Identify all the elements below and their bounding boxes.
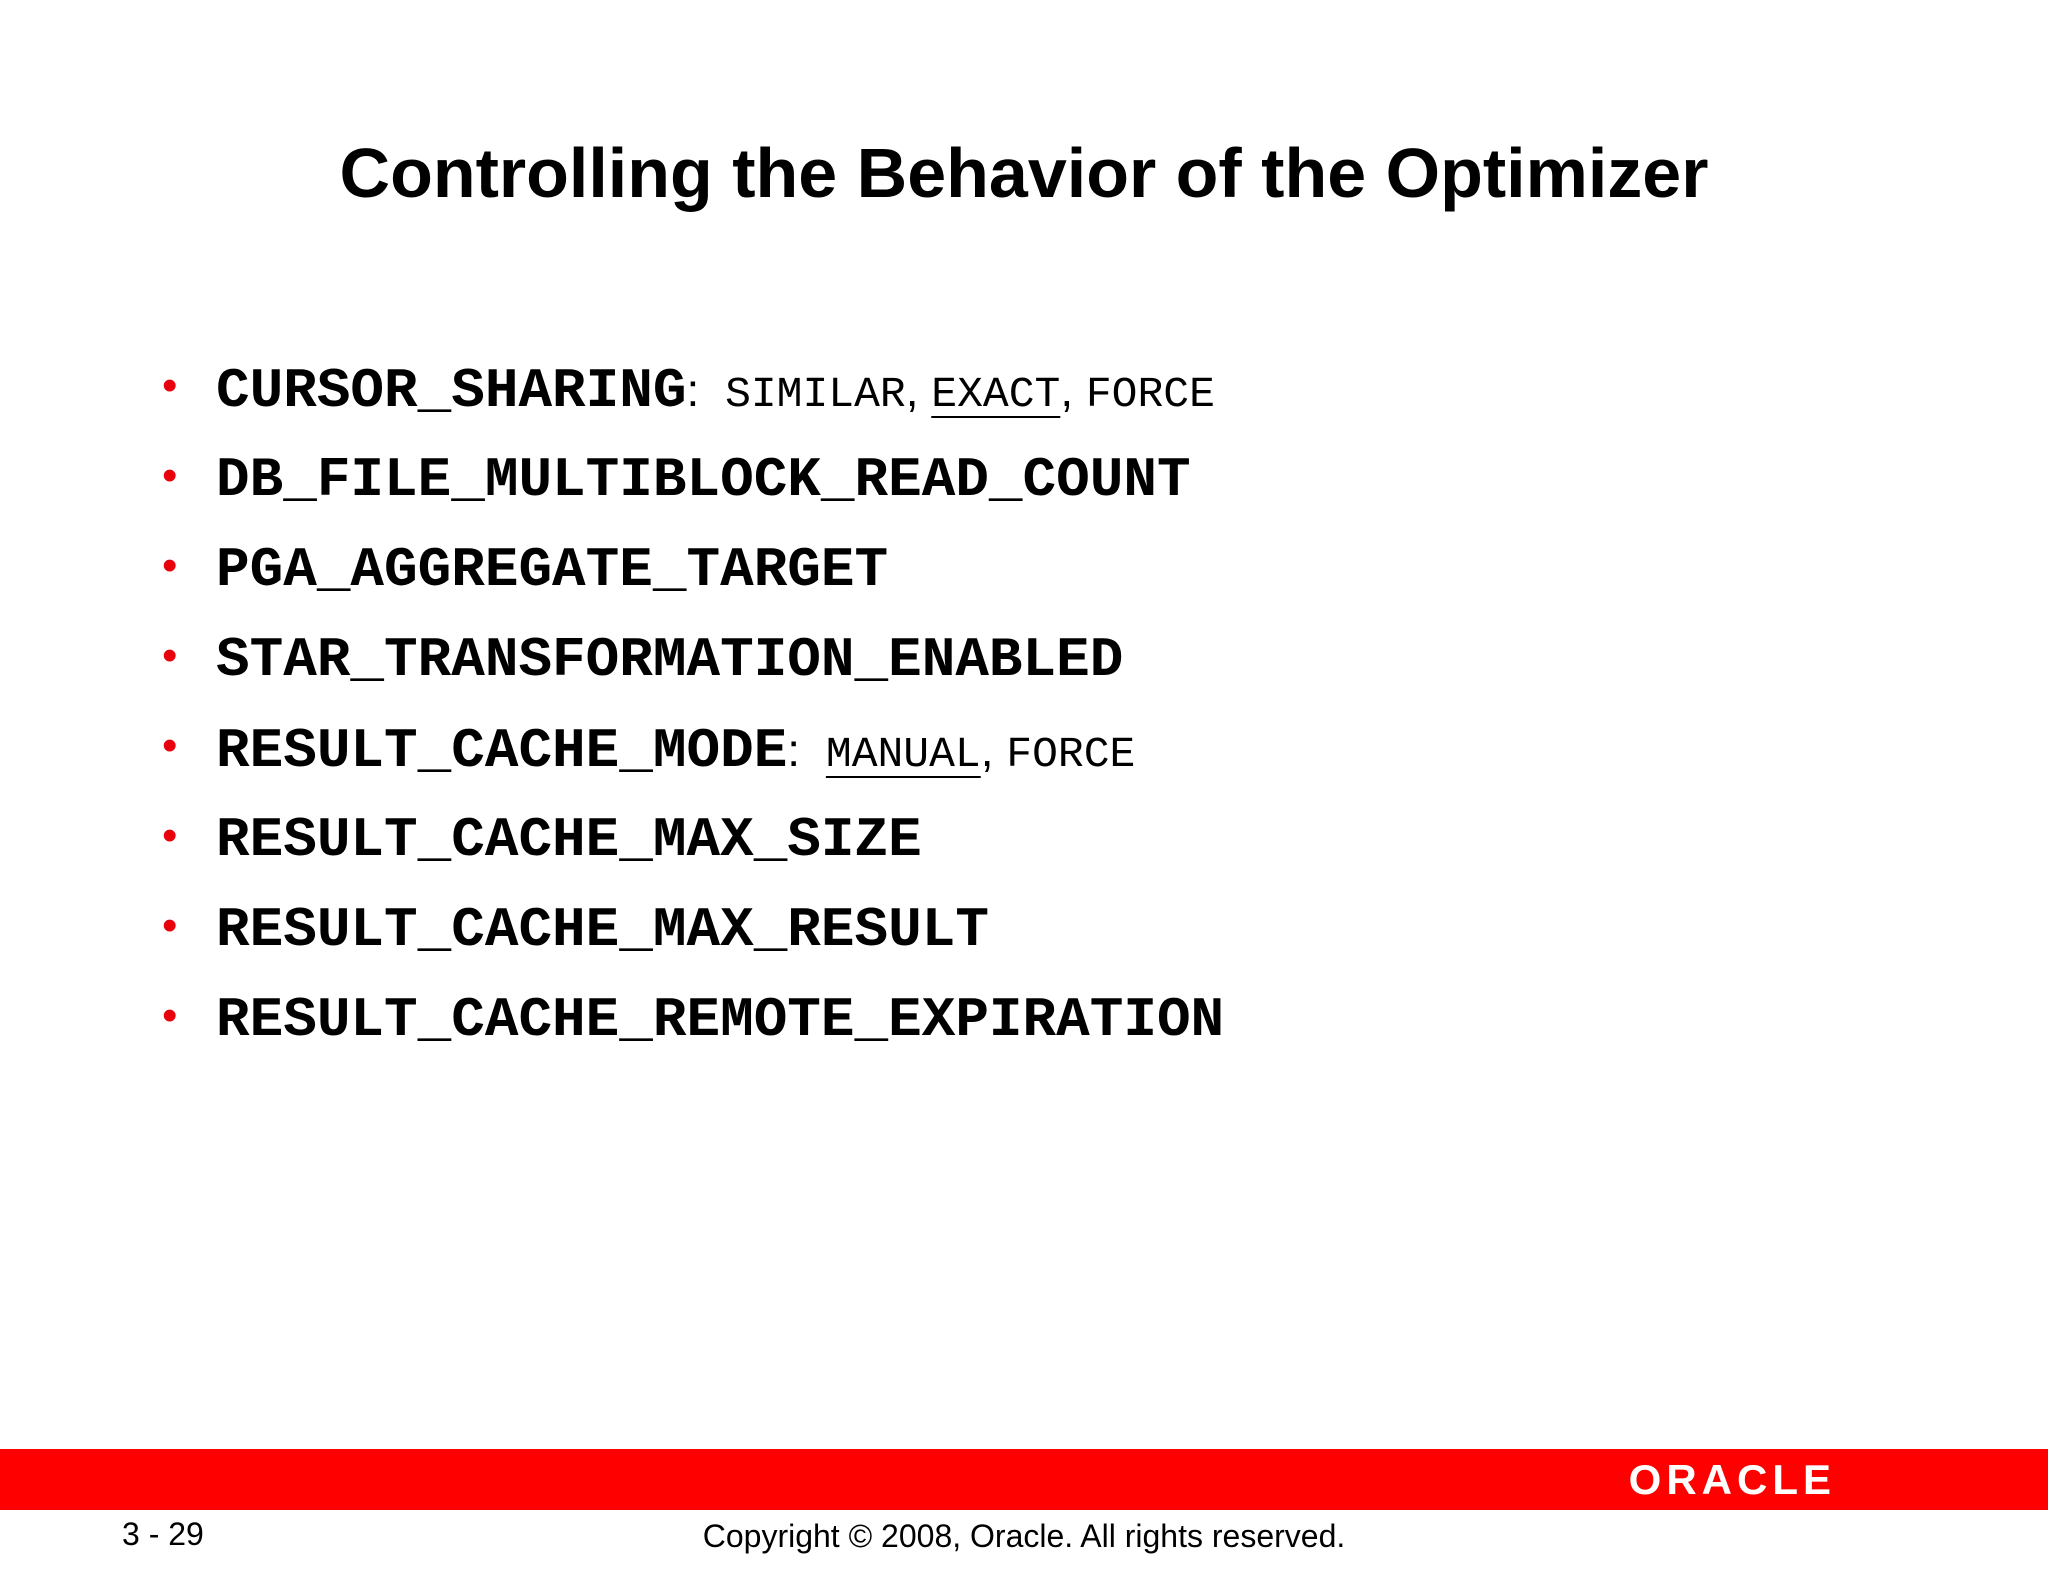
copyright-notice: Copyright © 2008, Oracle. All rights reserved. [702, 1518, 1346, 1554]
bullet-item-result-cache-mode: • RESULT_CACHE_MODE: MANUAL, FORCE [162, 710, 1224, 800]
bullet-icon: • [162, 721, 178, 770]
page-number: 3 - 29 [122, 1516, 204, 1552]
bullet-item-result-cache-remote-expiration [162, 980, 1224, 1070]
bullet-item-pga-aggregate-target [162, 530, 1224, 620]
bullet-item-star-transformation-enabled [162, 620, 1224, 710]
param-name: STAR_TRANSFORMATION_ENABLED [216, 628, 1124, 692]
bullet-item-result-cache-max-size [162, 800, 1224, 890]
bullet-item-result-cache-max-result [162, 890, 1224, 980]
bullet-icon: • [162, 811, 178, 860]
param-value: FORCE [1085, 370, 1215, 419]
bullet-icon: • [162, 451, 178, 500]
param-separator: : [787, 724, 801, 776]
param-value-default: EXACT [931, 370, 1061, 419]
slide-title: Controlling the Behavior of the Optimizer [339, 134, 1709, 212]
bullet-icon: • [162, 541, 178, 590]
param-name: CURSOR_SHARING [216, 359, 687, 423]
param-separator: : [686, 364, 700, 416]
bullet-item-cursor-sharing: • CURSOR_SHARING: SIMILAR, EXACT, FORCE [162, 350, 1224, 440]
param-name: RESULT_CACHE_REMOTE_EXPIRATION [216, 988, 1225, 1052]
bullet-icon: • [162, 991, 178, 1040]
bullet-icon: • [162, 901, 178, 950]
oracle-logo: ORACLE [1628, 1456, 1836, 1503]
bullet-list [162, 350, 1224, 1070]
bullet-icon: • [162, 361, 178, 410]
param-value-default: MANUAL [825, 730, 981, 779]
param-name: PGA_AGGREGATE_TARGET [216, 538, 889, 602]
param-name: RESULT_CACHE_MAX_RESULT [216, 898, 989, 962]
bullet-item-db-file-multiblock-read-count [162, 440, 1224, 530]
param-name: RESULT_CACHE_MAX_SIZE [216, 808, 922, 872]
param-name: RESULT_CACHE_MODE [216, 719, 788, 783]
param-value: SIMILAR [725, 370, 906, 419]
param-name: DB_FILE_MULTIBLOCK_READ_COUNT [216, 448, 1191, 512]
bullet-icon: • [162, 631, 178, 680]
param-value: FORCE [1006, 730, 1136, 779]
